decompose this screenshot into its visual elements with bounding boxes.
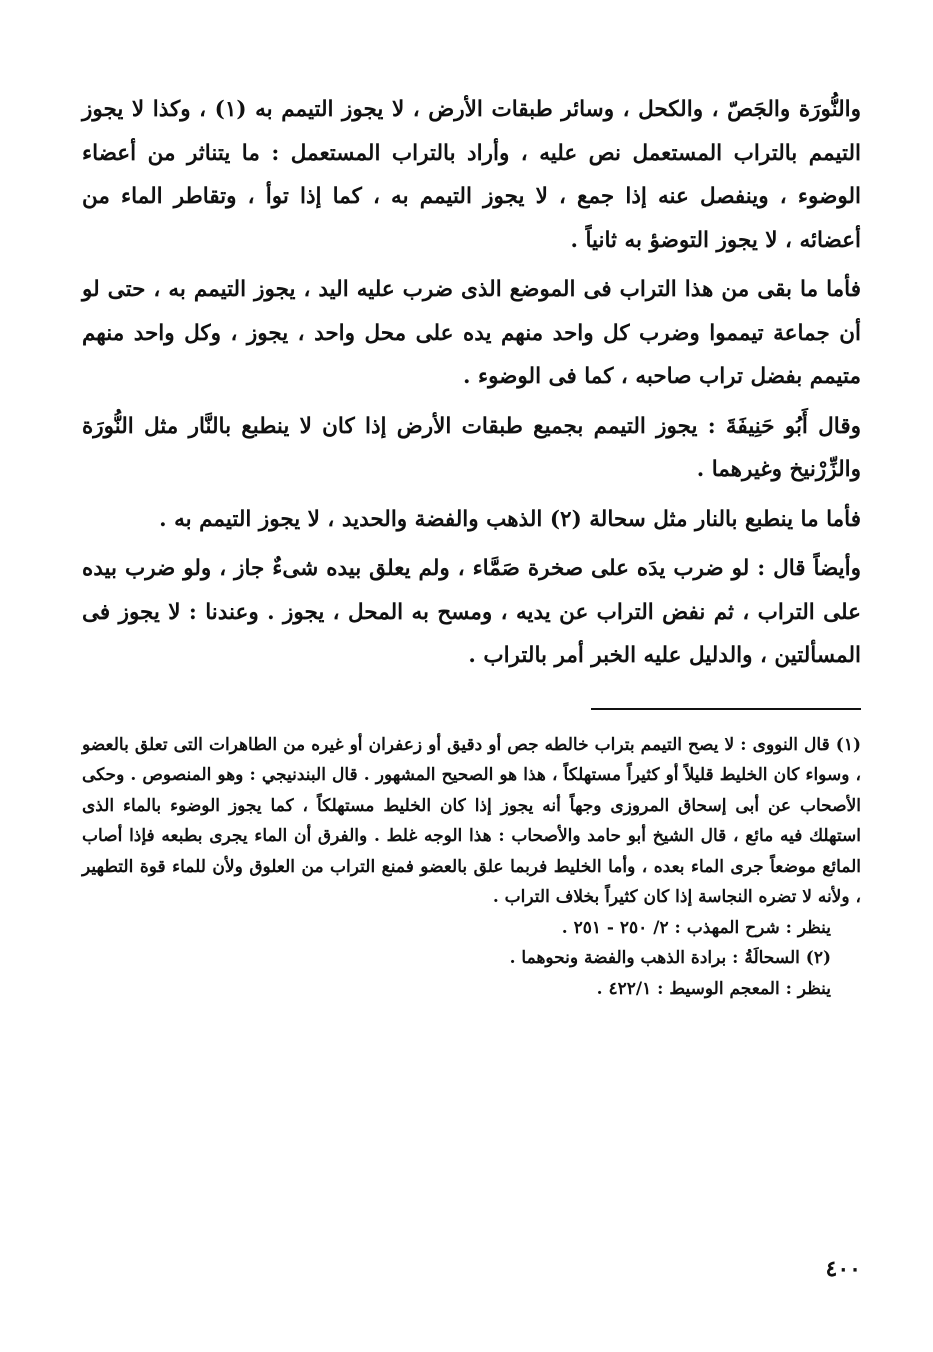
page-number: ٤٠٠ [825,1256,861,1282]
paragraph-1: والنُّورَة والجَصّ ، والكحل ، وسائر طبقات الأرض ، لا يجوز التيمم به (١) ، وكذا لا يجوز التيمم بالتراب المستعمل نص عليه ، وأراد بالتراب المستعمل : ما يتناثر من أعضاء الوضوء ، وينفصل عنه إذا جمع ، لا يجوز التيمم به ، كما إذا توأ ، وتقاطر الماء من أعضائه ، لا يجوز التوضؤ به ثانياً . [82,97,861,253]
paragraph-2: فأما ما بقى من هذا التراب فى الموضع الذى ضرب عليه اليد ، يجوز التيمم به ، حتى لو أن جماعة تيمموا وضرب كل واحد منهم يده على محل واحد ، يجوز ، وكل واحد منهم متيمم بفضل تراب صاحبه ، كما فى الوضوء . [82,277,861,389]
paragraph-3: وقال أَبُو حَنِيفَةَ : يجوز التيمم بجميع طبقات الأرض إذا كان لا ينطبع بالنَّار مثل النُّورَة والزِّرْنيخ وغيرهما . [82,413,861,482]
footnote-divider [591,708,861,710]
main-text [82,88,861,678]
footnote-2: (٢) السحالَةُ : برادة الذهب والفضة ونحوهما . [509,948,831,968]
footnote-1-reference: ينظر : شرح المهذب : ٢/ ٢٥٠ - ٢٥١ . [561,917,831,938]
paragraph-5: وأيضاً قال : لو ضرب يدَه على صخرة صَمَّاء ، ولم يعلق بيده شىءٌ جاز ، ولو ضرب بيده على التراب ، ثم نفض التراب عن يديه ، ومسح به المحل ، يجوز . وعندنا : لا يجوز فى المسألتين ، والدليل عليه الخبر أمر بالتراب . [82,556,861,668]
footnotes [82,730,861,1005]
footnote-1: (١) قال النووى : لا يصح التيمم بتراب خالطه جص أو دقيق أو زعفران أو غيره من الطاهرات التى تعلق بالعضو ، وسواء كان الخليط قليلاً أو كثيراً مستهلكاً ، هذا هو الصحيح المشهور . قال البندنيجي : وهو المنصوص . وحكى الأصحاب عن أبى إسحاق المروزى وجهاً أنه يجوز إذا كان الخليط مستهلكاً ، كما يجوز الوضوء بالماء الذى استهلك فيه مائع ، قال الشيخ أبو حامد والأصحاب : هذا الوجه غلط . والفرق أن الماء يجرى بطبعه فإذا أصاب المائع موضعاً جرى الماء بعده ، وأما الخليط فربما علق بالعضو فمنع التراب من العلوق ولأن للماء قوة التطهير ، ولأنه لا تضره النجاسة إذا كان كثيراً بخلاف التراب . [82,734,861,907]
paragraph-4: فأما ما ينطبع بالنار مثل سحالة (٢) الذهب والفضة والحديد ، لا يجوز التيمم به . [159,506,861,532]
footnote-2-reference: ينظر : المعجم الوسيط : ٤٢٢/١ . [596,978,831,999]
